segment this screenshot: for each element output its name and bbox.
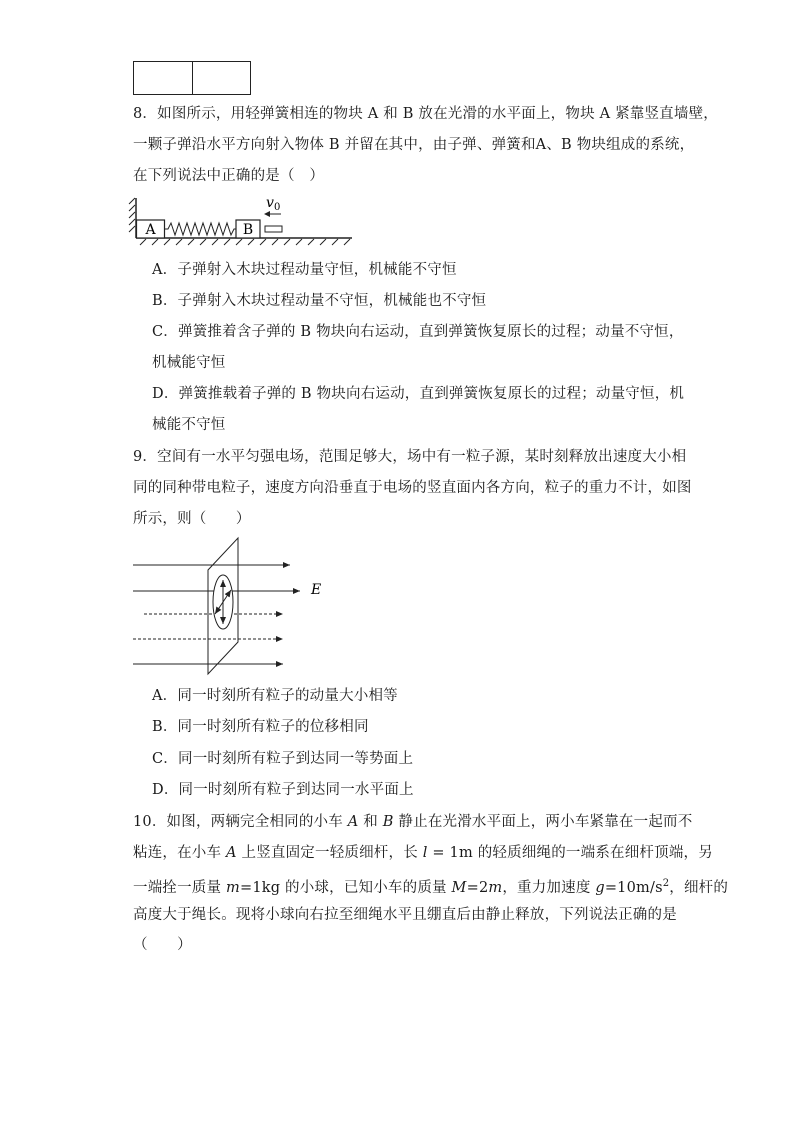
electric-field-figure — [128, 532, 338, 682]
q10-var-a-2: A — [226, 845, 237, 861]
q10-l1-a: 10．如图，两辆完全相同的小车 — [133, 814, 348, 830]
q10-l1-b: 和 — [358, 814, 383, 830]
q9-option-d: D．同一时刻所有粒子到达同一水平面上 — [152, 782, 414, 798]
q10-var-m-2: m — [488, 879, 503, 896]
q8-option-d-cont: 械能不守恒 — [152, 417, 226, 433]
q10-stem-line-4: 高度大于绳长。现将小球向右拉至细绳水平且绷直后由静止释放，下列说法正确的是 — [133, 907, 677, 923]
spring-block-figure — [128, 194, 358, 246]
answer-box — [133, 61, 251, 95]
q10-l2-a: 粘连，在小车 — [133, 845, 227, 861]
q10-superscript: 2 — [662, 878, 670, 889]
field-label: E — [311, 582, 322, 598]
q9-stem-line-2: 同的同种带电粒子，速度方向沿垂直于电场的竖直面内各方向，粒子的重力不计，如图 — [133, 480, 692, 496]
q10-var-l: l — [422, 845, 428, 861]
q8-option-d: D．弹簧推载着子弹的 B 物块向右运动，直到弹簧恢复原长的过程；动量守恒，机 — [152, 386, 685, 402]
q10-var-M: M — [451, 879, 467, 896]
q10-var-a: A — [347, 814, 359, 830]
q10-l3-b: =1kg 的小球，已知小车的质量 — [239, 879, 452, 896]
q10-var-g: g — [595, 879, 605, 896]
q10-var-m: m — [226, 879, 240, 896]
q9-stem-line-3: 所示，则（ ） — [133, 511, 251, 527]
ground-hatch — [140, 239, 350, 245]
q8-option-a: A．子弹射入木块过程动量守恒，机械能不守恒 — [152, 262, 457, 278]
bullet — [265, 226, 282, 232]
q10-l2-c: = 1m 的轻质细绳的一端系在细杆顶端，另 — [427, 845, 713, 861]
wall-hatch — [129, 198, 135, 232]
q10-l1-c: 静止在光滑水平面上，两小车紧靠在一起而不 — [393, 814, 693, 830]
q8-option-c-cont: 机械能守恒 — [152, 355, 226, 371]
q9-stem-line-1: 9．空间有一水平匀强电场，范围足够大，场中有一粒子源，某时刻释放出速度大小相 — [133, 449, 687, 465]
q10-stem-line-2 — [133, 843, 713, 863]
q10-l3-d: ，重力加速度 — [502, 879, 596, 896]
answer-cell-2 — [192, 62, 250, 94]
q9-option-b: B．同一时刻所有粒子的位移相同 — [152, 719, 369, 735]
spring — [165, 223, 236, 235]
velocity-arrow-head — [264, 211, 270, 217]
block-a-label: A — [145, 222, 156, 238]
q10-l3-f: ，细杆的 — [669, 879, 729, 896]
q8-option-c: C．弹簧推着含子弹的 B 物块向右运动，直到弹簧恢复原长的过程；动量不守恒， — [152, 324, 684, 340]
q10-stem-line-1 — [133, 812, 692, 832]
block-b-label: B — [242, 222, 254, 238]
velocity-label: v — [266, 195, 274, 211]
q10-l3-e: =10m/s — [604, 879, 663, 896]
q10-l3-c: =2 — [466, 879, 489, 896]
q8-stem-line-1: 8．如图所示，用轻弹簧相连的物块 A 和 B 放在光滑的水平面上，物块 A 紧靠竖直墙壁， — [133, 106, 718, 122]
q9-option-a: A．同一时刻所有粒子的动量大小相等 — [152, 688, 398, 704]
q10-l2-b: 上竖直固定一轻质细杆，长 — [236, 845, 423, 861]
q10-stem-line-5: （ ） — [133, 937, 192, 953]
q8-stem-line-3: 在下列说法中正确的是（ ） — [133, 168, 325, 184]
answer-cell-1 — [134, 62, 193, 94]
velocity-subscript: 0 — [274, 202, 281, 213]
q10-var-b: B — [382, 814, 394, 830]
q10-stem-line-3 — [133, 874, 728, 898]
q10-l3-a: 一端拴一质量 — [133, 879, 227, 896]
q8-stem-line-2: 一颗子弹沿水平方向射入物体 B 并留在其中，由子弹、弹簧和A、B 物块组成的系统， — [133, 137, 695, 153]
q8-option-b: B．子弹射入木块过程动量不守恒，机械能也不守恒 — [152, 293, 487, 309]
q9-option-c: C．同一时刻所有粒子到达同一等势面上 — [152, 751, 414, 767]
